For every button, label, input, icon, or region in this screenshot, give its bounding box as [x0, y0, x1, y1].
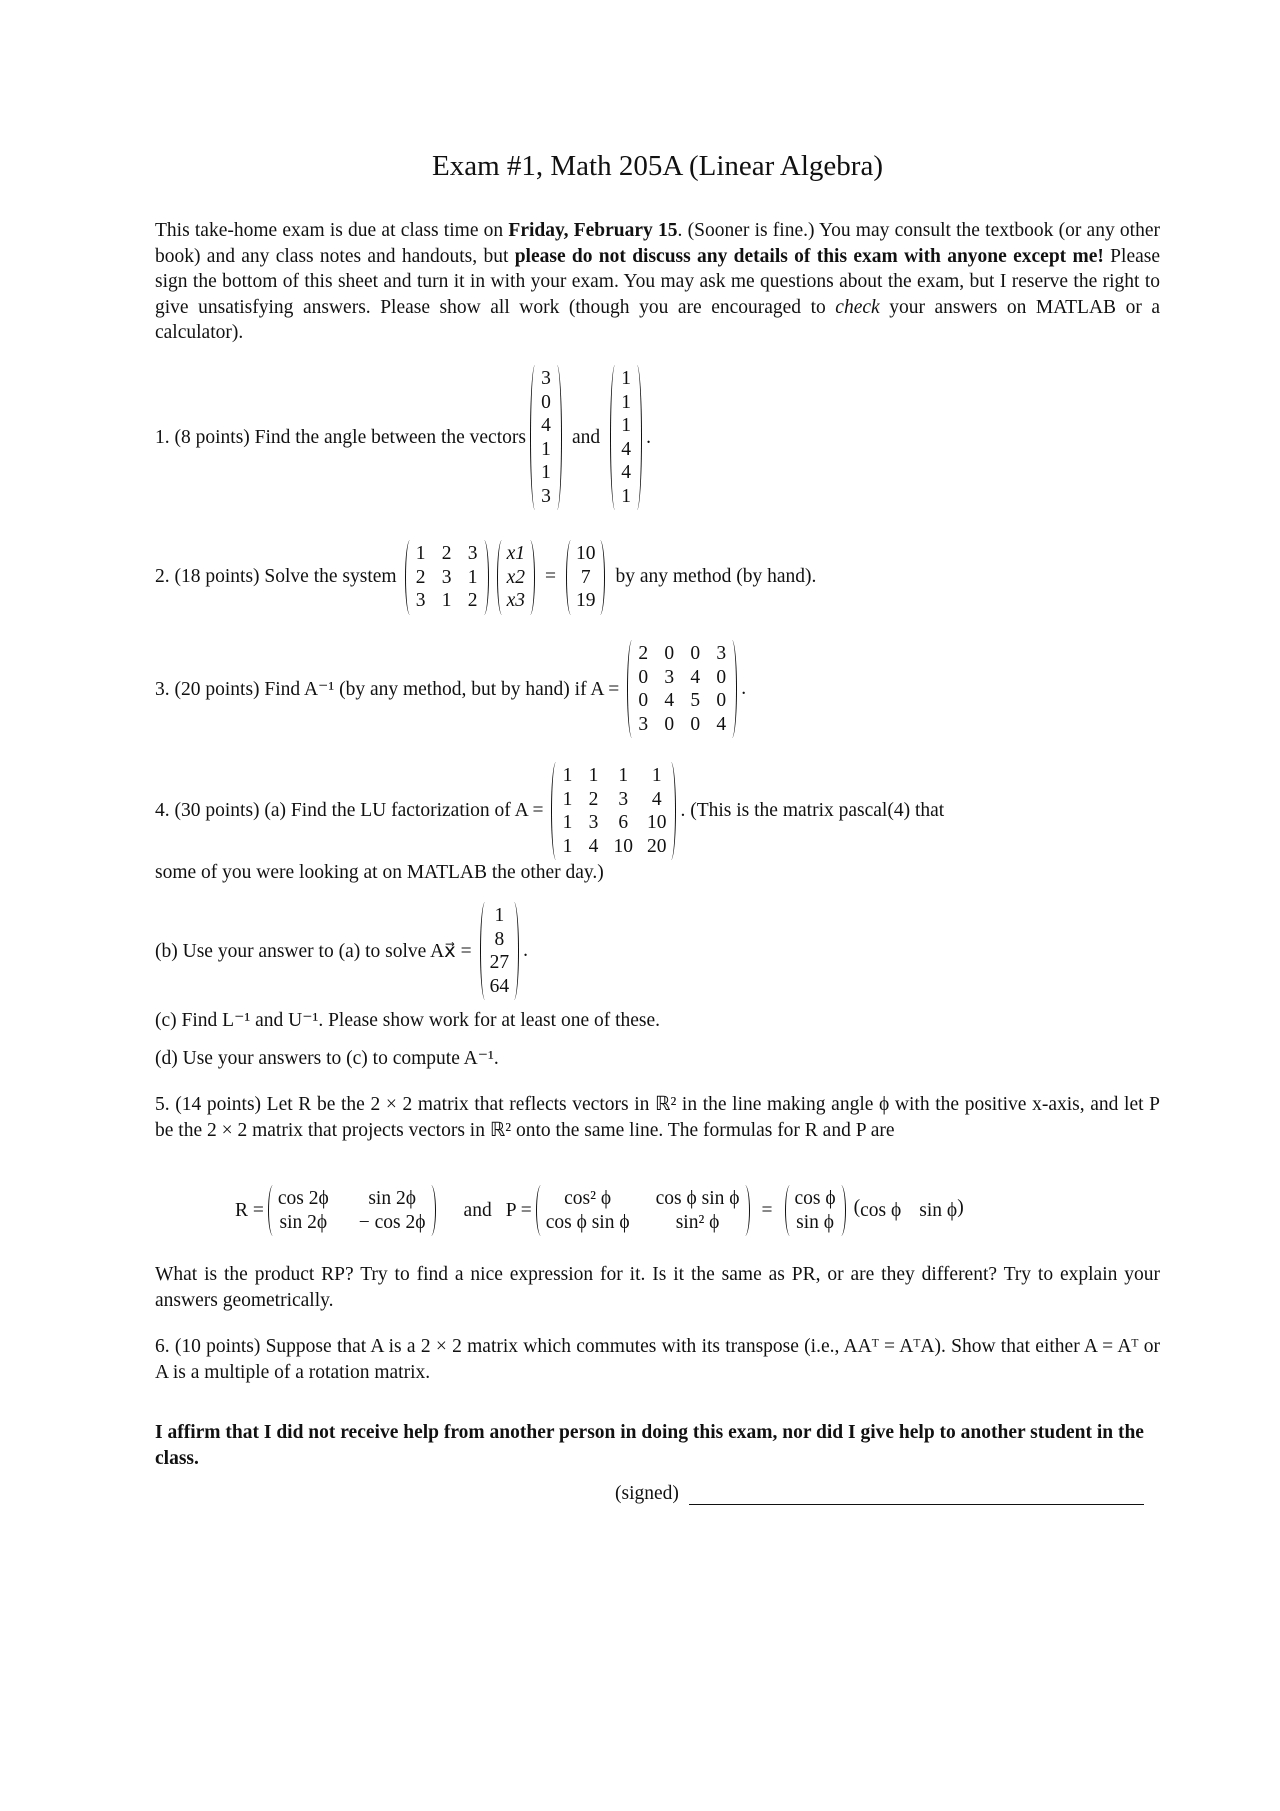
q1-vector-1	[530, 365, 562, 510]
matrix-entry: 1	[562, 788, 573, 810]
matrix-entry: sin ϕ	[919, 1199, 958, 1221]
matrix-entry: 2	[441, 543, 452, 564]
matrix-entry: 27	[489, 952, 510, 973]
matrix-entry: 1	[651, 765, 662, 786]
q3-matrix-a	[627, 640, 737, 738]
matrix-entry: 6	[618, 812, 629, 833]
matrix-entry: − cos 2ϕ	[358, 1211, 426, 1233]
matrix-entry: 19	[575, 590, 596, 611]
q1-text: 1. (8 points) Find the angle between the vectors	[155, 426, 526, 448]
matrix-entry: 1	[562, 812, 573, 833]
q1-period: .	[646, 426, 651, 448]
signature-area	[615, 1483, 1144, 1505]
matrix-entry: 0	[690, 713, 701, 735]
signature-line[interactable]	[689, 1486, 1144, 1505]
matrix-entry: 4	[621, 438, 631, 460]
matrix-entry: 4	[716, 713, 727, 735]
question-5: 5. (14 points) Let R be the 2 × 2 matrix that reflects vectors in ℝ² in the line making angle ϕ with the positive x-axis, and let P be the 2 × 2 matrix that projects vectors in ℝ² onto the same line. The formulas for R and P are	[155, 1094, 1160, 1141]
equals-sign: =	[544, 566, 556, 588]
q4a-text: 4. (30 points) (a) Find the LU factorization of A =	[155, 800, 544, 821]
matrix-entry: 4	[664, 690, 675, 711]
matrix-entry: sin ϕ	[796, 1211, 835, 1233]
question-3	[155, 640, 746, 738]
matrix-entry: 1	[441, 590, 452, 611]
q1-vector-2	[610, 365, 642, 510]
matrix-entry: 3	[441, 566, 452, 588]
q3-text: 3. (20 points) Find A⁻¹ (by any method, but by hand) if A =	[155, 679, 620, 700]
q4-matrix-pascal	[551, 762, 676, 860]
intro-paragraph	[155, 218, 1160, 346]
matrix-entry: 4	[621, 462, 631, 483]
matrix-entry: 4	[588, 835, 599, 857]
q2-matrix-a	[405, 540, 489, 615]
matrix-entry: 1	[467, 566, 478, 588]
matrix-entry: 4	[541, 415, 551, 436]
q5-followup: What is the product RP? Try to find a nice expression for it. Is it the same as PR, or are they different? Try to explain your answers geometrically.	[155, 1264, 1160, 1311]
matrix-entry: 4	[651, 788, 662, 810]
matrix-entry: 5	[690, 690, 701, 711]
q2-vector-x	[497, 540, 535, 615]
matrix-entry: 10	[613, 835, 633, 857]
matrix-entry: 8	[494, 928, 505, 950]
matrix-entry: cos² ϕ	[564, 1188, 612, 1209]
q2-vector-b	[566, 540, 606, 615]
matrix-entry: cos ϕ sin ϕ	[545, 1211, 630, 1233]
q2-text: 2. (18 points) Solve the system	[155, 566, 397, 588]
affirmation-statement: I affirm that I did not receive help from another person in doing this exam, nor did I give help to another student in the class.	[155, 1422, 1144, 1469]
matrix-entry: 0	[664, 643, 675, 664]
question-1	[155, 365, 651, 510]
matrix-entry: 0	[690, 643, 701, 664]
q4-vector-b	[480, 902, 520, 1000]
intro-text-1: This take-home exam is due at class time on	[155, 220, 509, 241]
matrix-entry: 3	[541, 485, 551, 507]
matrix-entry: 2	[467, 590, 478, 611]
matrix-entry: 0	[716, 690, 727, 711]
signed-label: (signed)	[615, 1483, 679, 1504]
matrix-entry: 1	[494, 905, 505, 926]
matrix-entry: 3	[638, 713, 649, 735]
matrix-entry: x1	[506, 543, 525, 564]
matrix-entry: 1	[562, 835, 573, 857]
matrix-entry: 64	[489, 975, 510, 997]
matrix-entry: 1	[621, 415, 631, 436]
no-discussion-warning: please do not discuss any details of this exam with anyone except me!	[514, 245, 1104, 267]
matrix-entry: 0	[638, 666, 649, 688]
matrix-entry: sin 2ϕ	[368, 1188, 416, 1209]
matrix-entry: 20	[646, 835, 667, 857]
matrix-entry: 3	[467, 543, 478, 564]
matrix-entry: 1	[618, 765, 629, 786]
q4a-end: . (This is the matrix pascal(4) that	[680, 800, 945, 821]
matrix-p	[536, 1185, 750, 1236]
matrix-entry: cos ϕ sin ϕ	[655, 1188, 740, 1209]
q1-and: and	[571, 426, 601, 448]
matrix-entry: 1	[621, 485, 631, 507]
r-label: R =	[235, 1199, 264, 1221]
matrix-entry: 0	[664, 713, 675, 735]
matrix-entry: 0	[638, 690, 649, 711]
equals-sign: =	[761, 1199, 773, 1221]
matrix-r	[268, 1185, 436, 1236]
matrix-entry: 1	[621, 391, 631, 413]
question-4b	[155, 902, 528, 1000]
matrix-entry: x2	[506, 566, 525, 588]
column-vector	[785, 1185, 846, 1236]
q5-formulas	[235, 1185, 968, 1236]
q4b-period: .	[523, 940, 528, 961]
question-2	[155, 540, 816, 615]
matrix-entry: 0	[716, 666, 727, 688]
matrix-entry: 1	[541, 438, 551, 460]
matrix-entry: 2	[588, 788, 599, 810]
matrix-entry: 1	[621, 368, 631, 389]
matrix-entry: 3	[588, 812, 599, 833]
matrix-entry: sin² ϕ	[675, 1211, 720, 1233]
matrix-entry: 7	[580, 566, 591, 588]
matrix-entry: 2	[415, 566, 426, 588]
matrix-entry: 10	[575, 543, 596, 564]
matrix-entry: x3	[506, 590, 525, 611]
row-vector: ( cos ϕ sin ϕ )	[853, 1196, 964, 1221]
intro-text-2: . (Sooner is fine.) You may consult the textbook (or any other book) and any class notes and handouts, but	[155, 220, 1160, 267]
q4b-text: (b) Use your answer to (a) to solve Ax⃗ =	[155, 941, 472, 962]
question-6: 6. (10 points) Suppose that A is a 2 × 2 matrix which commutes with its transpose (i.e., AAᵀ = AᵀA). Show that either A = Aᵀ or A is a multiple of a rotation matrix.	[155, 1336, 1160, 1383]
question-4d: (d) Use your answers to (c) to compute A⁻¹.	[155, 1048, 499, 1069]
matrix-entry: 10	[646, 812, 667, 833]
matrix-entry: 1	[415, 543, 426, 564]
matrix-entry: cos ϕ	[860, 1199, 902, 1221]
matrix-entry: 3	[618, 788, 629, 810]
matrix-entry: 3	[415, 590, 426, 611]
q5-and: and	[463, 1199, 492, 1221]
q2-end: by any method (by hand).	[615, 566, 817, 588]
question-4c: (c) Find L⁻¹ and U⁻¹. Please show work for at least one of these.	[155, 1010, 661, 1031]
matrix-entry: 3	[664, 666, 675, 688]
due-date: Friday, February 15	[508, 220, 678, 241]
matrix-entry: 1	[588, 765, 599, 786]
check-emphasis: check	[835, 296, 880, 318]
intro-text-4: your answers on MATLAB or a calculator).	[155, 296, 1160, 344]
q4a-continuation: some of you were looking at on MATLAB the other day.)	[155, 862, 604, 883]
matrix-entry: 1	[541, 462, 551, 483]
question-4a	[155, 762, 944, 860]
matrix-entry: 3	[716, 643, 727, 664]
p-label: P =	[505, 1199, 532, 1221]
matrix-entry: sin 2ϕ	[279, 1211, 328, 1233]
matrix-entry: 3	[541, 368, 551, 389]
matrix-entry: 2	[638, 643, 649, 664]
matrix-entry: cos 2ϕ	[277, 1188, 329, 1209]
matrix-entry: cos ϕ	[794, 1188, 836, 1209]
page-title: Exam #1, Math 205A (Linear Algebra)	[432, 150, 883, 182]
matrix-entry: 4	[690, 666, 701, 688]
matrix-entry: 0	[541, 391, 551, 413]
matrix-entry: 1	[562, 765, 573, 786]
intro-text-3: Please sign the bottom of this sheet and turn it in with your exam. You may ask me questions about the exam, but I reserve the right to give unsatisfying answers. Please show all work (though you are encouraged to	[155, 245, 1160, 318]
q3-period: .	[741, 678, 747, 699]
